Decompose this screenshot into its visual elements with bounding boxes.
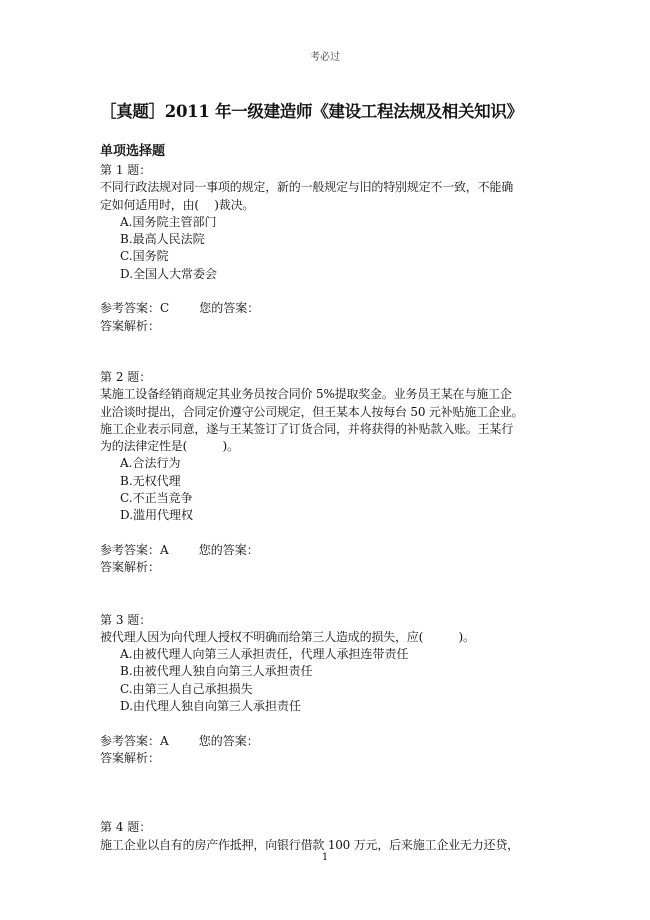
option-b: B.无权代理 [120,473,181,488]
document-content [100,142,560,854]
question-number: 第 2 题： [100,369,152,384]
question-text-line: 定如何适用时，由( )裁决。 [100,197,255,212]
question-2 [100,369,560,577]
option-c: C.不正当竞争 [120,491,193,506]
question-text-line: 施工企业以自有的房产作抵押，向银行借款 100 万元，后来施工企业无力还贷， [100,837,519,852]
option-a: A.合法行为 [120,456,181,471]
question-text-line: 业洽谈时提出，合同定价遵守公司规定，但王某本人按每台 50 元补贴施工企业。 [100,404,524,419]
question-number: 第 1 题： [100,163,152,177]
answer-label: 参考答案： [100,542,161,557]
answer-label: 参考答案： [100,301,161,316]
answer-value: C [160,301,170,316]
option-d: D.滥用代理权 [120,508,194,523]
question-text-line: 为的法律定性是( )。 [100,439,239,454]
option-d: D.全国人大常委会 [120,266,218,281]
page-number: 1 [321,852,329,863]
answer-value: A [160,733,169,748]
option-d: D.由代理人独自向第三人承担责任 [120,699,302,714]
option-a: A.由被代理人向第三人承担责任，代理人承担连带责任 [120,647,409,662]
answer-label: 参考答案： [100,733,161,748]
page-header: 考必过 [310,52,340,63]
options-list [100,646,560,715]
options-list [100,214,560,283]
question-text-line: 施工企业表示同意，遂与王某签订了订货合同，并将获得的补贴款入账。王某行 [100,421,514,436]
question-number: 第 3 题： [100,612,152,627]
answer-line [100,733,560,750]
question-number: 第 4 题： [100,820,152,835]
analysis-label: 答案解析： [100,318,161,333]
answer-value: A [160,542,169,557]
option-c: C.由第三人自己承担损失 [120,681,253,696]
question-text-line: 某施工设备经销商规定其业务员按合同价 5%提取奖金。业务员王某在与施工企 [100,387,512,402]
section-title: 单项选择题 [100,144,166,159]
question-3 [100,612,560,768]
option-b: B.最高人民法院 [120,232,205,247]
option-b: B.由被代理人独自向第三人承担责任 [120,664,313,679]
your-answer-label: 您的答案： [198,542,259,557]
answer-line [100,300,560,317]
question-text-line: 被代理人因为向代理人授权不明确而给第三人造成的损失，应( )。 [100,629,475,644]
question-1 [100,162,560,335]
options-list [100,455,560,524]
your-answer-label: 您的答案： [198,733,259,748]
your-answer-label: 您的答案： [199,301,260,316]
option-a: A.国务院主管部门 [120,214,217,229]
answer-line [100,542,560,559]
document-title: ［真题］2011 年一级建造师《建设工程法规及相关知识》 [100,102,523,121]
question-4 [100,819,560,854]
question-text-line: 不同行政法规对同一事项的规定，新的一般规定与旧的特别规定不一致，不能确 [100,180,514,195]
analysis-label: 答案解析： [100,560,161,575]
option-c: C.国务院 [120,249,169,264]
analysis-label: 答案解析： [100,750,161,765]
